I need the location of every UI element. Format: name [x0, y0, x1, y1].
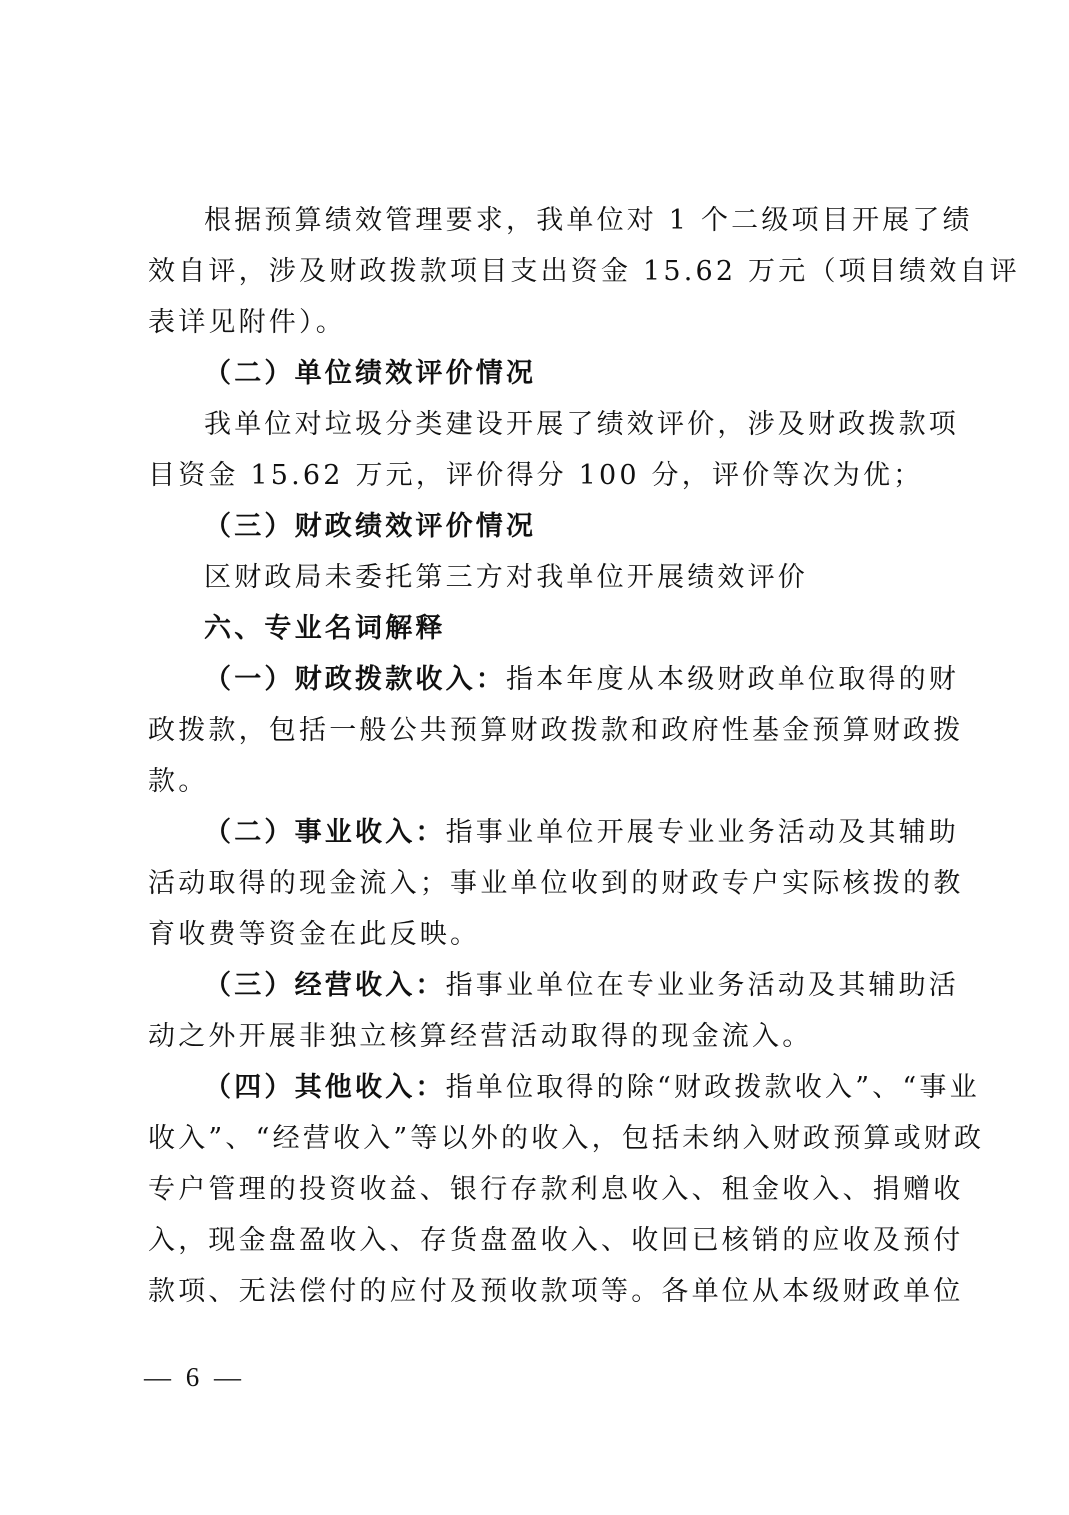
section-heading: [204, 612, 994, 646]
text-line: [204, 561, 994, 595]
text-line: [148, 1173, 964, 1207]
line-text: 活动取得的现金流入；事业单位收到的财政专户实际核拨的教: [148, 868, 964, 899]
line-text: 入，现金盘盈收入、存货盘盈收入、收回已核销的应收及预付: [148, 1225, 964, 1256]
term-label: （一）财政拨款收入：: [204, 664, 506, 695]
text-line: [148, 1122, 985, 1156]
text-line: [204, 204, 994, 238]
text-line: [148, 765, 938, 799]
line-text: 我单位对垃圾分类建设开展了绩效评价，涉及财政拨款项: [204, 409, 959, 440]
line-text: （二）单位绩效评价情况: [204, 358, 537, 389]
line-text: 专户管理的投资收益、银行存款利息收入、租金收入、捐赠收: [148, 1174, 964, 1205]
text-line: [204, 816, 994, 850]
line-text: 六、专业名词解释: [204, 613, 446, 644]
line-text: 目资金 15.62 万元，评价得分 100 分，评价等次为优；: [148, 460, 924, 491]
line-text: 表详见附件）。: [148, 307, 346, 338]
text-line: [148, 867, 964, 901]
line-text: 政拨款，包括一般公共预算财政拨款和政府性基金预算财政拨: [148, 715, 964, 746]
text-line: [204, 408, 994, 442]
text-line: [148, 255, 1020, 289]
line-text: 育收费等资金在此反映。: [148, 919, 481, 950]
text-line: [148, 1224, 964, 1258]
text-line: [148, 459, 938, 493]
line-text: 指单位取得的除“财政拨款收入”、“事业: [445, 1072, 980, 1103]
text-line: [148, 306, 938, 340]
line-text: 指事业单位在专业业务活动及其辅助活: [445, 970, 960, 1001]
line-text: 区财政局未委托第三方对我单位开展绩效评价: [204, 562, 808, 593]
term-label: （四）其他收入：: [204, 1072, 446, 1103]
term-label: （三）经营收入：: [204, 970, 446, 1001]
subsection-heading: [204, 510, 994, 544]
line-text: 效自评，涉及财政拨款项目支出资金 15.62 万元（项目绩效自评: [148, 256, 1020, 287]
line-text: 动之外开展非独立核算经营活动取得的现金流入。: [148, 1021, 813, 1052]
line-text: 指事业单位开展专业业务活动及其辅助: [445, 817, 960, 848]
text-line: [148, 1275, 964, 1309]
subsection-heading: [204, 357, 994, 391]
line-text: 款项、无法偿付的应付及预收款项等。各单位从本级财政单位: [148, 1276, 964, 1307]
term-label: （二）事业收入：: [204, 817, 446, 848]
page-number: — 6 —: [144, 1362, 245, 1392]
line-text: 指本年度从本级财政单位取得的财: [506, 664, 959, 695]
text-line: [204, 1071, 994, 1105]
line-text: （三）财政绩效评价情况: [204, 511, 537, 542]
line-text: 根据预算绩效管理要求，我单位对 1 个二级项目开展了绩: [204, 205, 973, 236]
text-line: [204, 969, 994, 1003]
text-line: [148, 714, 964, 748]
line-text: 款。: [148, 766, 209, 797]
text-line: [204, 663, 994, 697]
text-line: [148, 918, 938, 952]
line-text: 收入”、“经营收入”等以外的收入，包括未纳入财政预算或财政: [148, 1123, 985, 1154]
text-line: [148, 1020, 938, 1054]
